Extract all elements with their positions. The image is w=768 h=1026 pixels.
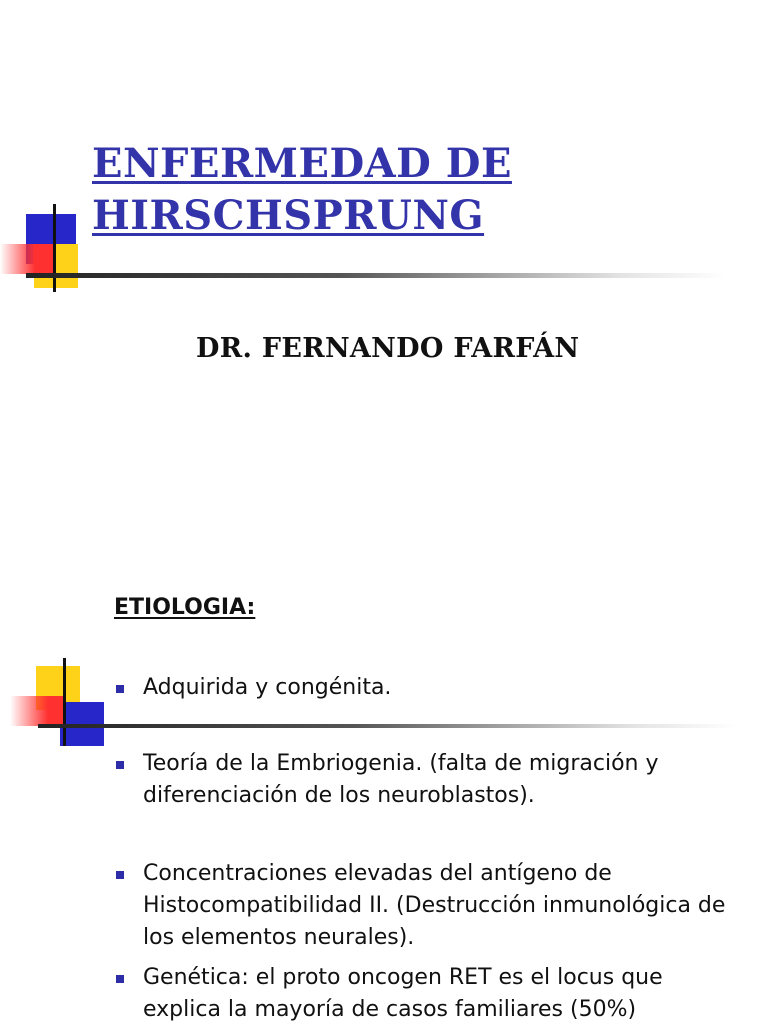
list-item-text: Genética: el proto oncogen RET es el locus que explica la mayoría de casos familiares (50%) [143, 965, 663, 1022]
bullet-list [114, 672, 734, 1026]
section-heading: ETIOLOGIA: [114, 595, 256, 620]
content-slide [0, 580, 768, 1024]
slide-title-line-1: ENFERMEDAD DE [92, 140, 512, 187]
slide-decoration-squares [0, 658, 110, 758]
list-item-text: Adquirida y congénita. [143, 675, 392, 700]
title-divider-line [26, 273, 726, 278]
bullet-square-icon [116, 871, 124, 879]
bullet-square-icon [116, 761, 124, 769]
bullet-square-icon [116, 975, 124, 983]
list-item-text: Teoría de la Embriogenia. (falta de migración y diferenciación de los neuroblastos). [143, 751, 659, 808]
bullet-square-icon [116, 685, 124, 693]
slide-title [92, 138, 652, 242]
decoration-red-bar [10, 696, 64, 726]
list-item [114, 672, 734, 704]
list-item-text: Concentraciones elevadas del antígeno de Histocompatibilidad II. (Destrucción inmunológica de los elementos neurales). [143, 861, 726, 950]
decoration-vertical-line [63, 658, 66, 746]
decoration-vertical-line [53, 204, 56, 292]
author-name: DR. FERNANDO FARFÁN [196, 333, 580, 364]
decoration-red-bar [0, 244, 54, 274]
slide-title-line-2: HIRSCHSPRUNG [92, 192, 485, 239]
list-item [114, 748, 734, 812]
list-item [114, 962, 734, 1026]
list-item [114, 858, 734, 954]
